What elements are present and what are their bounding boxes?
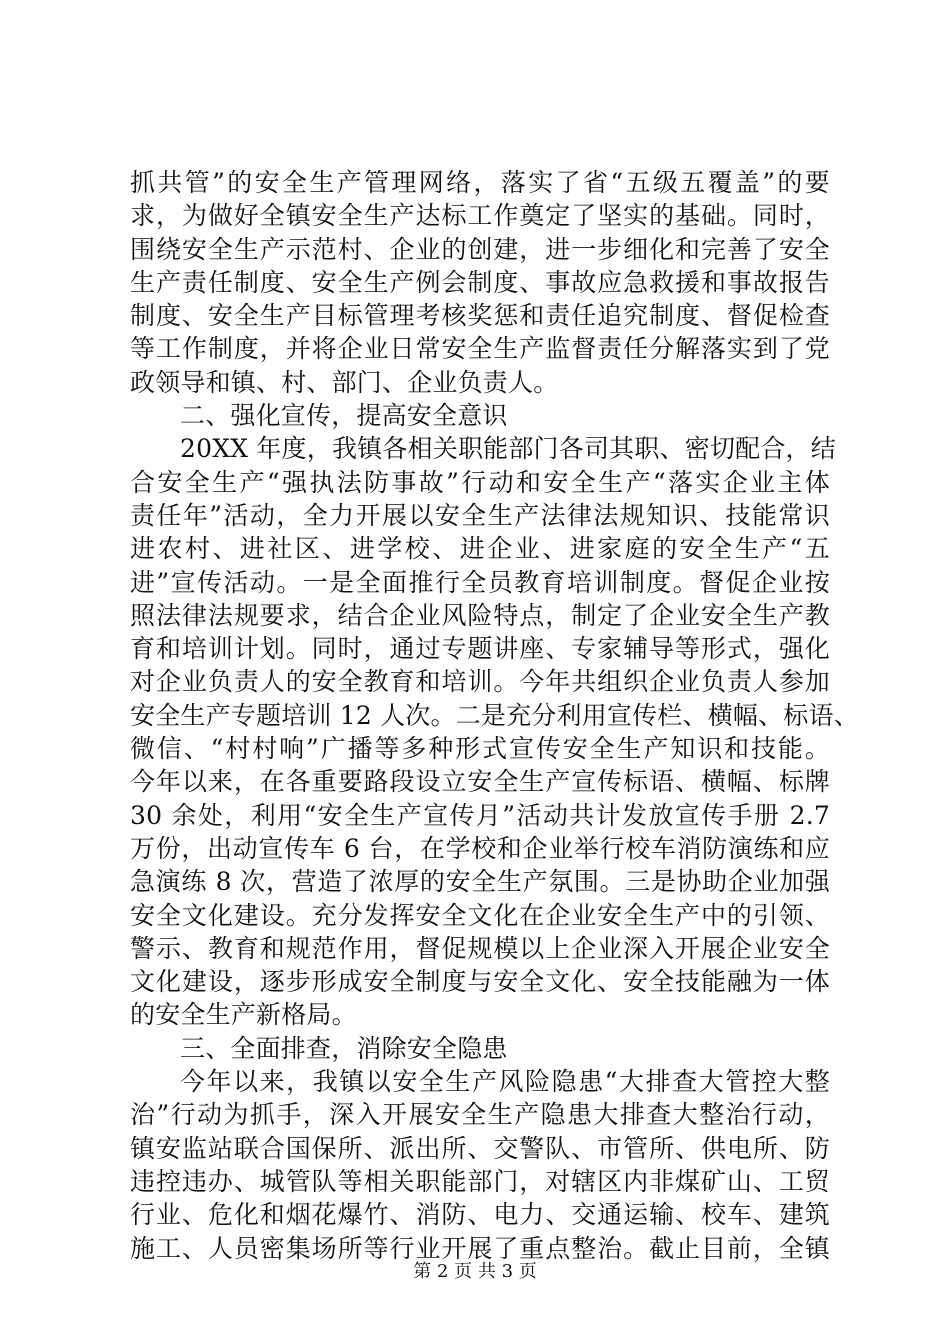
paragraph-line: 施工、人员密集场所等行业开展了重点整治。截止目前，全镇: [130, 1233, 830, 1263]
paragraph-line: 政领导和镇、村、部门、企业负责人。: [130, 367, 559, 397]
paragraph-line: 文化建设，逐步形成安全制度与安全文化、安全技能融为一体: [130, 967, 830, 997]
paragraph-line: 行业、危化和烟花爆竹、消防、电力、交通运输、校车、建筑: [130, 1200, 830, 1230]
paragraph-line: 违控违办、城管队等相关职能部门，对辖区内非煤矿山、工贸: [130, 1166, 830, 1196]
paragraph-line: 安全生产专题培训 12 人次。二是充分利用宣传栏、横幅、标语、: [130, 700, 859, 730]
paragraph-line: 抓共管”的安全生产管理网络，落实了省“五级五覆盖”的要: [130, 168, 830, 197]
paragraph-line: 警示、教育和规范作用，督促规模以上企业深入开展企业安全: [130, 933, 830, 963]
paragraph-line: 微信、“村村响”广播等多种形式宣传安全生产知识和技能。: [130, 734, 830, 764]
paragraph-line: 围绕安全生产示范村、企业的创建，进一步细化和完善了安全: [130, 234, 830, 264]
paragraph-line: 进”宣传活动。一是全面推行全员教育培训制度。督促企业按: [130, 567, 830, 597]
paragraph-line: 求，为做好全镇安全生产达标工作奠定了坚实的基础。同时，: [130, 201, 830, 231]
section-heading: 三、全面排查，消除安全隐患: [180, 1033, 508, 1063]
page-number-footer: 第 2 页 共 3 页: [413, 1261, 537, 1282]
paragraph-line: 的安全生产新格局。: [130, 1000, 357, 1030]
paragraph-line: 安全文化建设。充分发挥安全文化在企业安全生产中的引领、: [130, 900, 830, 930]
paragraph-line: 照法律法规要求，结合企业风险特点，制定了企业安全生产教: [130, 600, 830, 630]
paragraph-line: 急演练 8 次，营造了浓厚的安全生产氛围。三是协助企业加强: [130, 867, 830, 897]
paragraph-line: 万份，出动宣传车 6 台，在学校和企业举行校车消防演练和应: [130, 833, 830, 863]
paragraph-line: 制度、安全生产目标管理考核奖惩和责任追究制度、督促检查: [130, 301, 830, 331]
document-body: [130, 166, 859, 1265]
paragraph-line: 等工作制度，并将企业日常安全生产监督责任分解落实到了党: [130, 334, 830, 364]
paragraph-line: 今年以来，我镇以安全生产风险隐患“大排查大管控大整: [180, 1067, 830, 1097]
paragraph-line: 20XX 年度，我镇各相关职能部门各司其职、密切配合，结: [180, 434, 836, 464]
paragraph-line: 治”行动为抓手，深入开展安全生产隐患大排查大整治行动，: [130, 1100, 830, 1130]
paragraph-line: 育和培训计划。同时，通过专题讲座、专家辅导等形式，强化: [130, 634, 830, 664]
section-heading: 二、强化宣传，提高安全意识: [180, 401, 508, 431]
paragraph-line: 30 余处，利用“安全生产宣传月”活动共计发放宣传手册 2.7: [130, 800, 830, 830]
paragraph-line: 今年以来，在各重要路段设立安全生产宣传标语、横幅、标牌: [130, 767, 830, 797]
paragraph-line: 镇安监站联合国保所、派出所、交警队、市管所、供电所、防: [130, 1133, 830, 1163]
paragraph-line: 合安全生产“强执法防事故”行动和安全生产“落实企业主体: [130, 467, 830, 497]
paragraph-line: 责任年”活动，全力开展以安全生产法律法规知识、技能常识: [130, 500, 830, 530]
paragraph-line: 对企业负责人的安全教育和培训。今年共组织企业负责人参加: [130, 667, 830, 697]
paragraph-line: 生产责任制度、安全生产例会制度、事故应急救援和事故报告: [130, 267, 830, 297]
paragraph-line: 进农村、进社区、进学校、进企业、进家庭的安全生产“五: [130, 534, 830, 564]
